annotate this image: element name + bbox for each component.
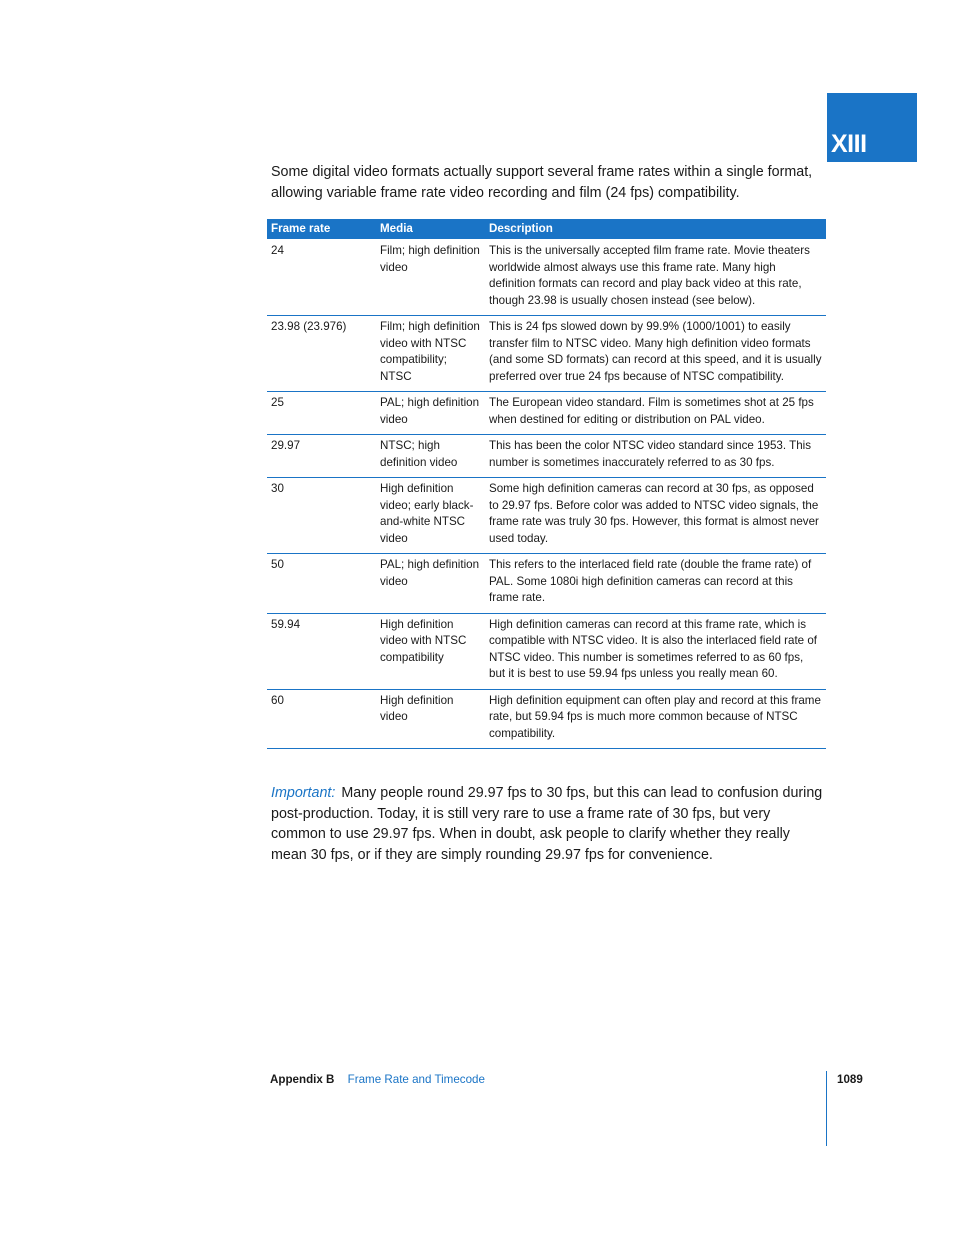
table-row: [267, 554, 826, 614]
page-footer: [270, 1073, 485, 1086]
cell-description: The European video standard. Film is sometimes shot at 25 fps when destined for editing or distribution on PAL video.: [485, 392, 826, 435]
page-number: 1089: [837, 1073, 863, 1086]
table-row: [267, 392, 826, 435]
table-row: [267, 435, 826, 478]
important-text: Many people round 29.97 fps to 30 fps, but this can lead to confusion during post-production. Today, it is still very rare to use a frame rate of 30 fps, but very common to use 29.97 fps. When in doubt, ask people to clarify whether they really mean 30 fps, or if they are simply rounding 29.97 fps for convenience.: [271, 785, 823, 863]
cell-frame-rate: 30: [267, 478, 376, 554]
table-row: [267, 689, 826, 749]
table-row: [267, 316, 826, 392]
cell-description: This is 24 fps slowed down by 99.9% (1000/1001) to easily transfer film to NTSC video. Many high definition video formats (and some SD formats) can record at this speed, and it is usually preferred over true 24 fps because of NTSC compatibility.: [485, 316, 826, 392]
footer-divider: [826, 1071, 827, 1146]
table-row: [267, 478, 826, 554]
cell-description: This refers to the interlaced field rate (double the frame rate) of PAL. Some 1080i high definition cameras can record at this frame rate.: [485, 554, 826, 614]
cell-frame-rate: 29.97: [267, 435, 376, 478]
header-description: Description: [485, 219, 826, 239]
cell-media: High definition video; early black-and-white NTSC video: [376, 478, 485, 554]
cell-frame-rate: 59.94: [267, 613, 376, 689]
cell-media: NTSC; high definition video: [376, 435, 485, 478]
cell-description: This is the universally accepted film frame rate. Movie theaters worldwide almost always use this frame rate. Many high definition formats can record and play back video at this rate, though 23.98 is usually chosen instead (see below).: [485, 239, 826, 316]
frame-rate-table: [267, 219, 826, 749]
important-note: [271, 783, 826, 865]
cell-description: This has been the color NTSC video standard since 1953. This number is sometimes inaccurately referred to as 30 fps.: [485, 435, 826, 478]
cell-frame-rate: 23.98 (23.976): [267, 316, 376, 392]
table-header-row: [267, 219, 826, 239]
cell-frame-rate: 24: [267, 239, 376, 316]
cell-media: Film; high definition video with NTSC compatibility; NTSC: [376, 316, 485, 392]
table-row: [267, 613, 826, 689]
footer-chapter-title-link[interactable]: Frame Rate and Timecode: [347, 1073, 485, 1086]
cell-frame-rate: 50: [267, 554, 376, 614]
cell-media: PAL; high definition video: [376, 392, 485, 435]
cell-description: High definition cameras can record at this frame rate, which is compatible with NTSC video. It is also the interlaced field rate of NTSC video. This number is sometimes referred to as 60 fps, but it is best to use 59.94 fps unless you really mean 60.: [485, 613, 826, 689]
footer-appendix: Appendix B: [270, 1073, 335, 1086]
cell-media: High definition video with NTSC compatibility: [376, 613, 485, 689]
important-label: Important:: [271, 785, 336, 801]
cell-description: High definition equipment can often play and record at this frame rate, but 59.94 fps is much more common because of NTSC compatibility.: [485, 689, 826, 749]
intro-paragraph: Some digital video formats actually support several frame rates within a single format, allowing variable frame rate video recording and film (24 fps) compatibility.: [271, 164, 813, 201]
chapter-number: XIII: [831, 130, 867, 158]
cell-description: Some high definition cameras can record at 30 fps, as opposed to 29.97 fps. Before color was added to NTSC video signals, the frame rate was truly 30 fps. However, this format is almost never used today.: [485, 478, 826, 554]
cell-media: Film; high definition video: [376, 239, 485, 316]
chapter-tab: [827, 93, 917, 162]
header-frame-rate: Frame rate: [267, 219, 376, 239]
header-media: Media: [376, 219, 485, 239]
cell-media: PAL; high definition video: [376, 554, 485, 614]
cell-frame-rate: 25: [267, 392, 376, 435]
cell-media: High definition video: [376, 689, 485, 749]
cell-frame-rate: 60: [267, 689, 376, 749]
table-row: [267, 239, 826, 316]
